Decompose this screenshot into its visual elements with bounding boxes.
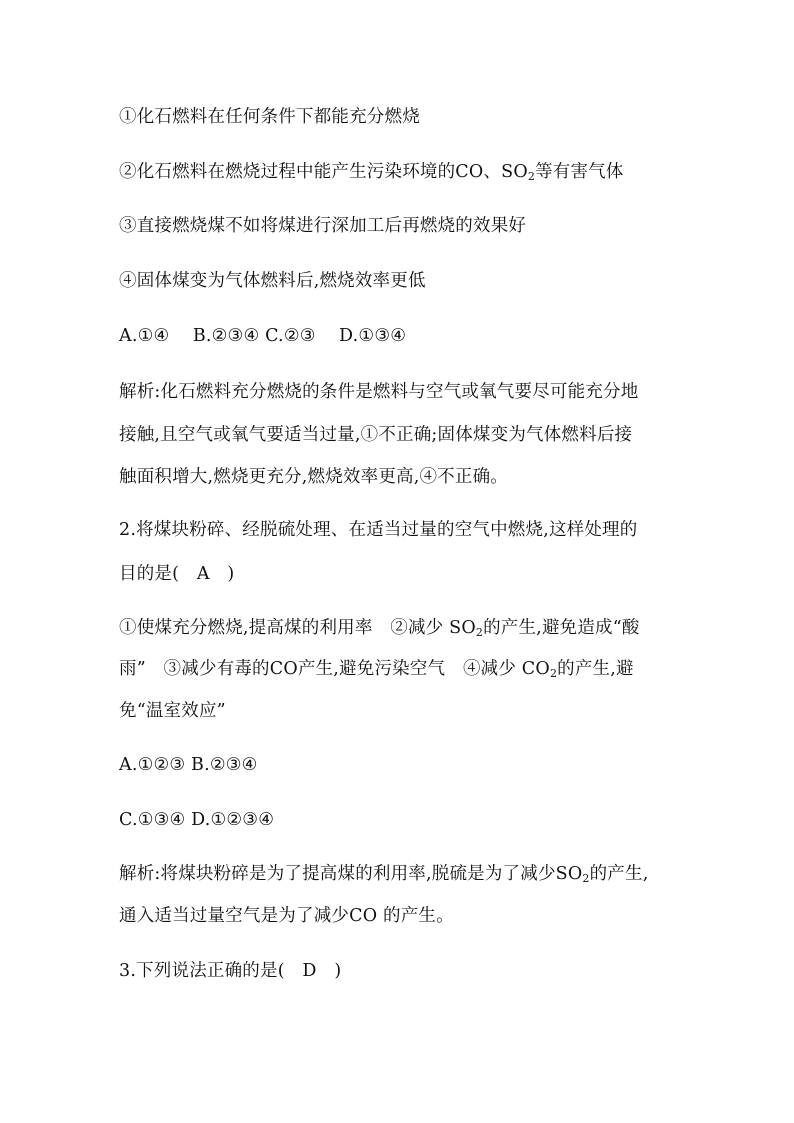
- q1-options: A.①④ B.②③④ C.②③ D.①③④: [119, 326, 407, 346]
- q2-options-ab: A.①②③ B.②③④: [119, 755, 258, 775]
- q2-stem-line-2: 目的是( A ): [119, 564, 235, 584]
- q1-statement-4: ④固体煤变为气体燃料后,燃烧效率更低: [119, 271, 426, 291]
- q2-item-line-2: 雨” ③减少有毒的CO产生,避免污染空气 ④减少 $CO_2$的产生,避: [119, 659, 634, 680]
- q2-item-line-3: 免“温室效应”: [119, 701, 226, 721]
- q1-analysis-line-1: 解析:化石燃料充分燃烧的条件是燃料与空气或氧气要尽可能充分地: [119, 382, 639, 402]
- q1-analysis-line-2: 接触,且空气或氧气要适当过量,①不正确;固体煤变为气体燃料后接: [119, 425, 633, 445]
- q2-item-line-1: ①使煤充分燃烧,提高煤的利用率 ②减少 $SO_2$的产生,避免造成“酸: [119, 618, 640, 639]
- q2-stem-line-1: 2.将煤块粉碎、经脱硫处理、在适当过量的空气中燃烧,这样处理的: [119, 520, 638, 540]
- q3-stem: 3.下列说法正确的是( D ): [119, 961, 342, 981]
- q1-statement-1: ①化石燃料在任何条件下都能充分燃烧: [119, 107, 420, 127]
- q2-analysis-line-1: 解析:将煤块粉碎是为了提高煤的利用率,脱硫是为了减少$SO_2$的产生,: [119, 864, 649, 885]
- q1-statement-3: ③直接燃烧煤不如将煤进行深加工后再燃烧的效果好: [119, 216, 527, 236]
- q2-analysis-line-2: 通入适当过量空气是为了减少CO 的产生。: [119, 906, 454, 926]
- q2-options-cd: C.①③④ D.①②③④: [119, 810, 275, 830]
- q1-analysis-line-3: 触面积增大,燃烧更充分,燃烧效率更高,④不正确。: [119, 467, 508, 487]
- q1-statement-2: ②化石燃料在燃烧过程中能产生污染环境的CO、$SO_2$等有害气体: [119, 162, 624, 183]
